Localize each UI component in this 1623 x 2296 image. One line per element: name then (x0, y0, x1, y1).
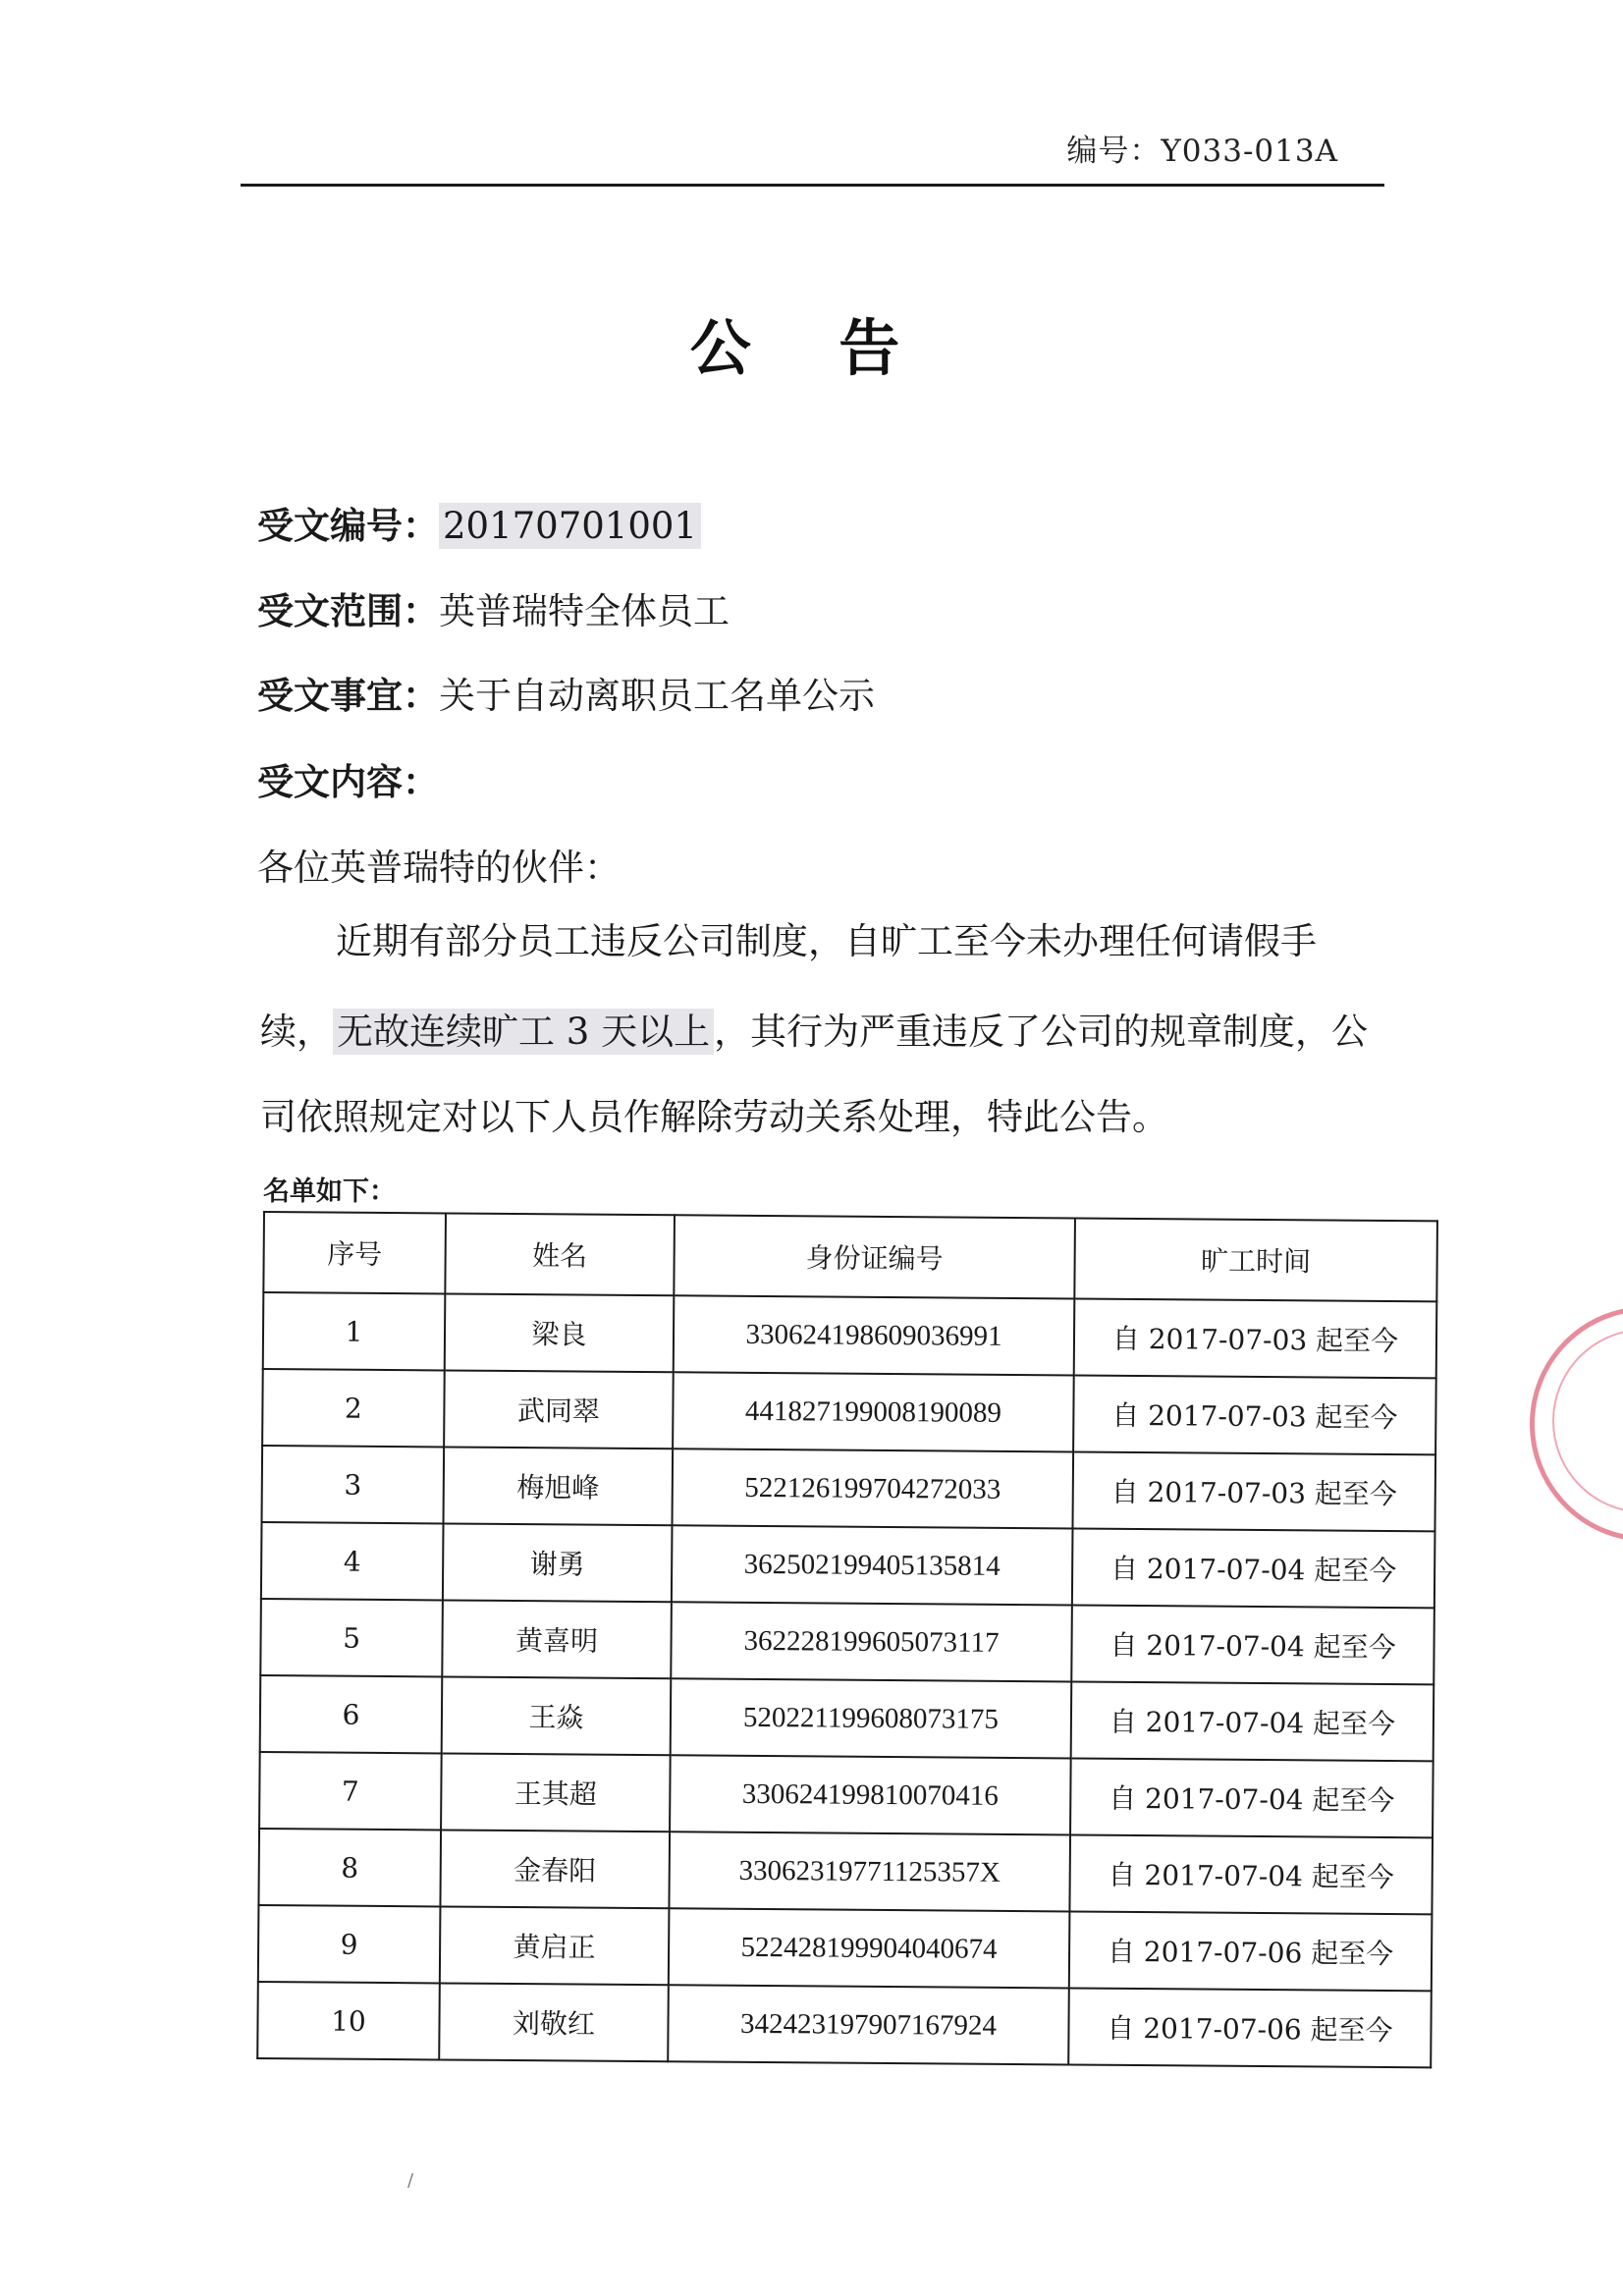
cell-id-number: 362228199605073117 (671, 1602, 1072, 1681)
cell-name: 黄喜明 (442, 1600, 672, 1678)
cell-absence-period: 自 2017-07-03 起至今 (1073, 1375, 1436, 1454)
cell-index: 8 (258, 1829, 441, 1906)
page-title: 公 告 (689, 312, 934, 384)
cell-name: 王其超 (441, 1753, 671, 1831)
table-row (260, 1599, 1434, 1684)
cell-id-number: 522428199904040674 (669, 1908, 1070, 1988)
cell-absence-period: 自 2017-07-03 起至今 (1074, 1298, 1437, 1378)
cell-index: 9 (258, 1905, 441, 1983)
header-name: 姓名 (445, 1213, 675, 1295)
cell-name: 刘敬红 (439, 1983, 669, 2061)
cell-name: 梁良 (445, 1293, 675, 1372)
cell-absence-period: 自 2017-07-04 起至今 (1072, 1528, 1435, 1608)
table-row (258, 1905, 1433, 1991)
meta-subject-label: 受文事宜： (257, 675, 439, 717)
header-absence-period: 旷工时间 (1074, 1218, 1437, 1301)
table-row (261, 1522, 1435, 1608)
cell-name: 王焱 (442, 1676, 672, 1755)
cell-index: 1 (263, 1292, 446, 1370)
list-label: 名单如下： (263, 1176, 396, 1207)
cell-absence-period: 自 2017-07-04 起至今 (1071, 1605, 1434, 1684)
meta-content-label: 受文内容： (257, 761, 439, 803)
dismissal-table-grid (256, 1211, 1438, 2068)
body-line-2-highlight: 无故连续旷工 3 天以上 (333, 1009, 714, 1055)
meta-scope-label: 受文范围： (257, 590, 439, 632)
cell-index: 10 (257, 1982, 440, 2059)
table-row (258, 1829, 1433, 1914)
greeting: 各位英普瑞特的伙伴： (257, 847, 621, 889)
meta-scope-row (257, 581, 730, 634)
header-id-number: 身份证编号 (674, 1215, 1075, 1298)
cell-absence-period: 自 2017-07-04 起至今 (1070, 1758, 1434, 1837)
cell-id-number: 33062319771125357X (669, 1831, 1070, 1911)
cell-absence-period: 自 2017-07-04 起至今 (1071, 1681, 1434, 1761)
cell-index: 6 (260, 1675, 443, 1753)
cell-absence-period: 自 2017-07-04 起至今 (1069, 1834, 1433, 1914)
meta-content-row (257, 752, 439, 805)
table-row (260, 1675, 1434, 1761)
cell-name: 黄启正 (440, 1906, 670, 1985)
table-header-row (263, 1212, 1437, 1301)
meta-subject-row (257, 666, 875, 719)
cell-index: 4 (261, 1522, 444, 1600)
header-index: 序号 (263, 1212, 446, 1293)
cell-absence-period: 自 2017-07-03 起至今 (1072, 1451, 1435, 1531)
cell-id-number: 330624199810070416 (670, 1755, 1071, 1834)
cell-name: 武同翠 (444, 1370, 674, 1449)
meta-number-value: 20170701001 (439, 503, 701, 549)
cell-absence-period: 自 2017-07-06 起至今 (1069, 1911, 1433, 1991)
body-line-2-suffix: ，其行为严重违反了公司的规章制度，公 (714, 1011, 1369, 1053)
cell-name: 金春阳 (440, 1830, 670, 1908)
scan-mark: / (407, 2170, 414, 2191)
document-number: 编号：Y033-013A (1066, 134, 1338, 169)
table-row (263, 1292, 1437, 1378)
cell-index: 2 (262, 1369, 445, 1447)
cell-index: 7 (259, 1752, 442, 1830)
cell-index: 5 (260, 1599, 443, 1676)
table-row (257, 1982, 1432, 2067)
cell-id-number: 441827199008190089 (673, 1372, 1074, 1451)
table-row (262, 1446, 1436, 1531)
table-row (259, 1752, 1434, 1837)
cell-name: 梅旭峰 (444, 1447, 674, 1525)
table-row (262, 1369, 1436, 1454)
cell-absence-period: 自 2017-07-06 起至今 (1068, 1988, 1432, 2067)
company-seal-inner-ring (1552, 1329, 1623, 1513)
meta-number-row (257, 496, 701, 549)
cell-id-number: 362502199405135814 (672, 1525, 1073, 1605)
company-seal (1530, 1306, 1623, 1542)
header-rule (241, 184, 1384, 187)
meta-number-label: 受文编号： (257, 505, 439, 547)
cell-id-number: 330624198609036991 (674, 1295, 1075, 1375)
cell-name: 谢勇 (443, 1523, 673, 1602)
body-line-2 (260, 1002, 1368, 1055)
dismissal-table (256, 1211, 1436, 2068)
cell-id-number: 522126199704272033 (672, 1449, 1073, 1528)
body-line-3: 司依照规定对以下人员作解除劳动关系处理，特此公告。 (260, 1096, 1168, 1138)
cell-id-number: 520221199608073175 (671, 1678, 1072, 1758)
meta-scope-value: 英普瑞特全体员工 (439, 590, 730, 632)
cell-index: 3 (262, 1446, 445, 1523)
cell-id-number: 342423197907167924 (668, 1985, 1069, 2064)
body-line-2-prefix: 续， (260, 1011, 333, 1053)
body-line-1: 近期有部分员工违反公司制度，自旷工至今未办理任何请假手 (336, 920, 1317, 962)
meta-subject-value: 关于自动离职员工名单公示 (439, 675, 875, 717)
